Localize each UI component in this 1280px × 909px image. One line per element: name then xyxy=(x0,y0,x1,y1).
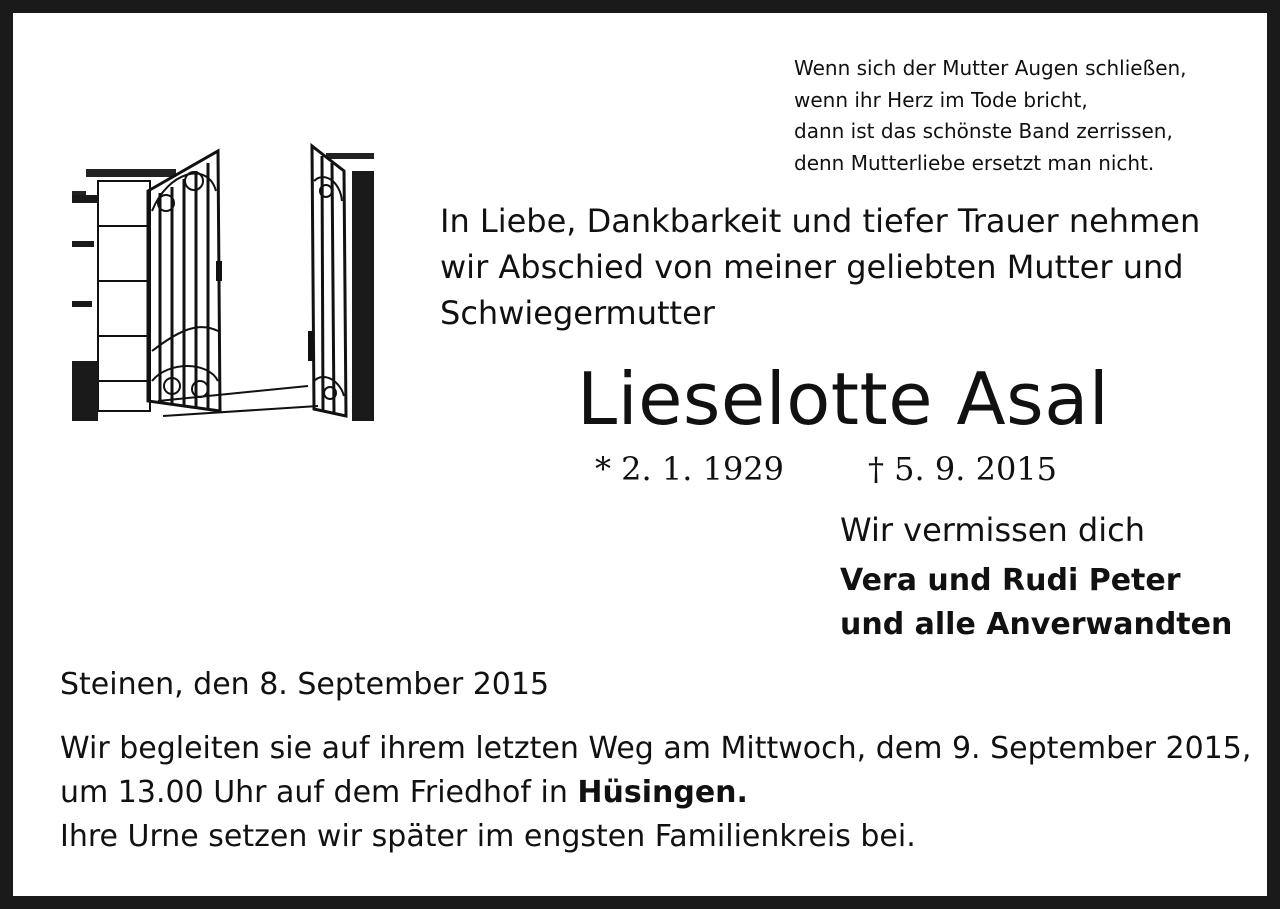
poem xyxy=(794,53,1187,179)
poem-line: dann ist das schönste Band zerrissen, xyxy=(794,119,1173,143)
death-date: † 5. 9. 2015 xyxy=(868,450,1058,488)
mourners-line: und alle Anverwandten xyxy=(840,607,1233,642)
funeral-line: Ihre Urne setzen wir später im engsten Familienkreis bei. xyxy=(60,819,916,854)
funeral-info xyxy=(60,727,1251,859)
place-date: Steinen, den 8. September 2015 xyxy=(60,667,550,702)
poem-line: Wenn sich der Mutter Augen schließen, xyxy=(794,56,1187,80)
obituary-notice xyxy=(13,13,1267,896)
funeral-line xyxy=(60,771,1251,815)
funeral-line: Wir begleiten sie auf ihrem letzten Weg am Mittwoch, dem 9. September 2015, xyxy=(60,731,1252,766)
funeral-time-text: um 13.00 Uhr auf dem Friedhof in xyxy=(60,775,578,810)
poem-line: wenn ihr Herz im Tode bricht, xyxy=(794,87,1088,112)
deceased-name: Lieselotte Asal xyxy=(577,357,1110,441)
open-gate-illustration xyxy=(68,131,374,427)
farewell-message: Wir vermissen dich xyxy=(840,511,1145,549)
intro-text xyxy=(440,198,1200,336)
intro-line: wir Abschied von meiner geliebten Mutter und xyxy=(440,248,1184,286)
intro-line: In Liebe, Dankbarkeit und tiefer Trauer nehmen xyxy=(440,202,1201,240)
mourners-line: Vera und Rudi Peter xyxy=(840,563,1181,598)
intro-line: Schwiegermutter xyxy=(440,294,715,332)
birth-date: * 2. 1. 1929 xyxy=(595,450,785,488)
mourners-signature xyxy=(840,559,1232,647)
poem-line: denn Mutterliebe ersetzt man nicht. xyxy=(794,150,1155,175)
funeral-location: Hüsingen. xyxy=(577,775,748,810)
